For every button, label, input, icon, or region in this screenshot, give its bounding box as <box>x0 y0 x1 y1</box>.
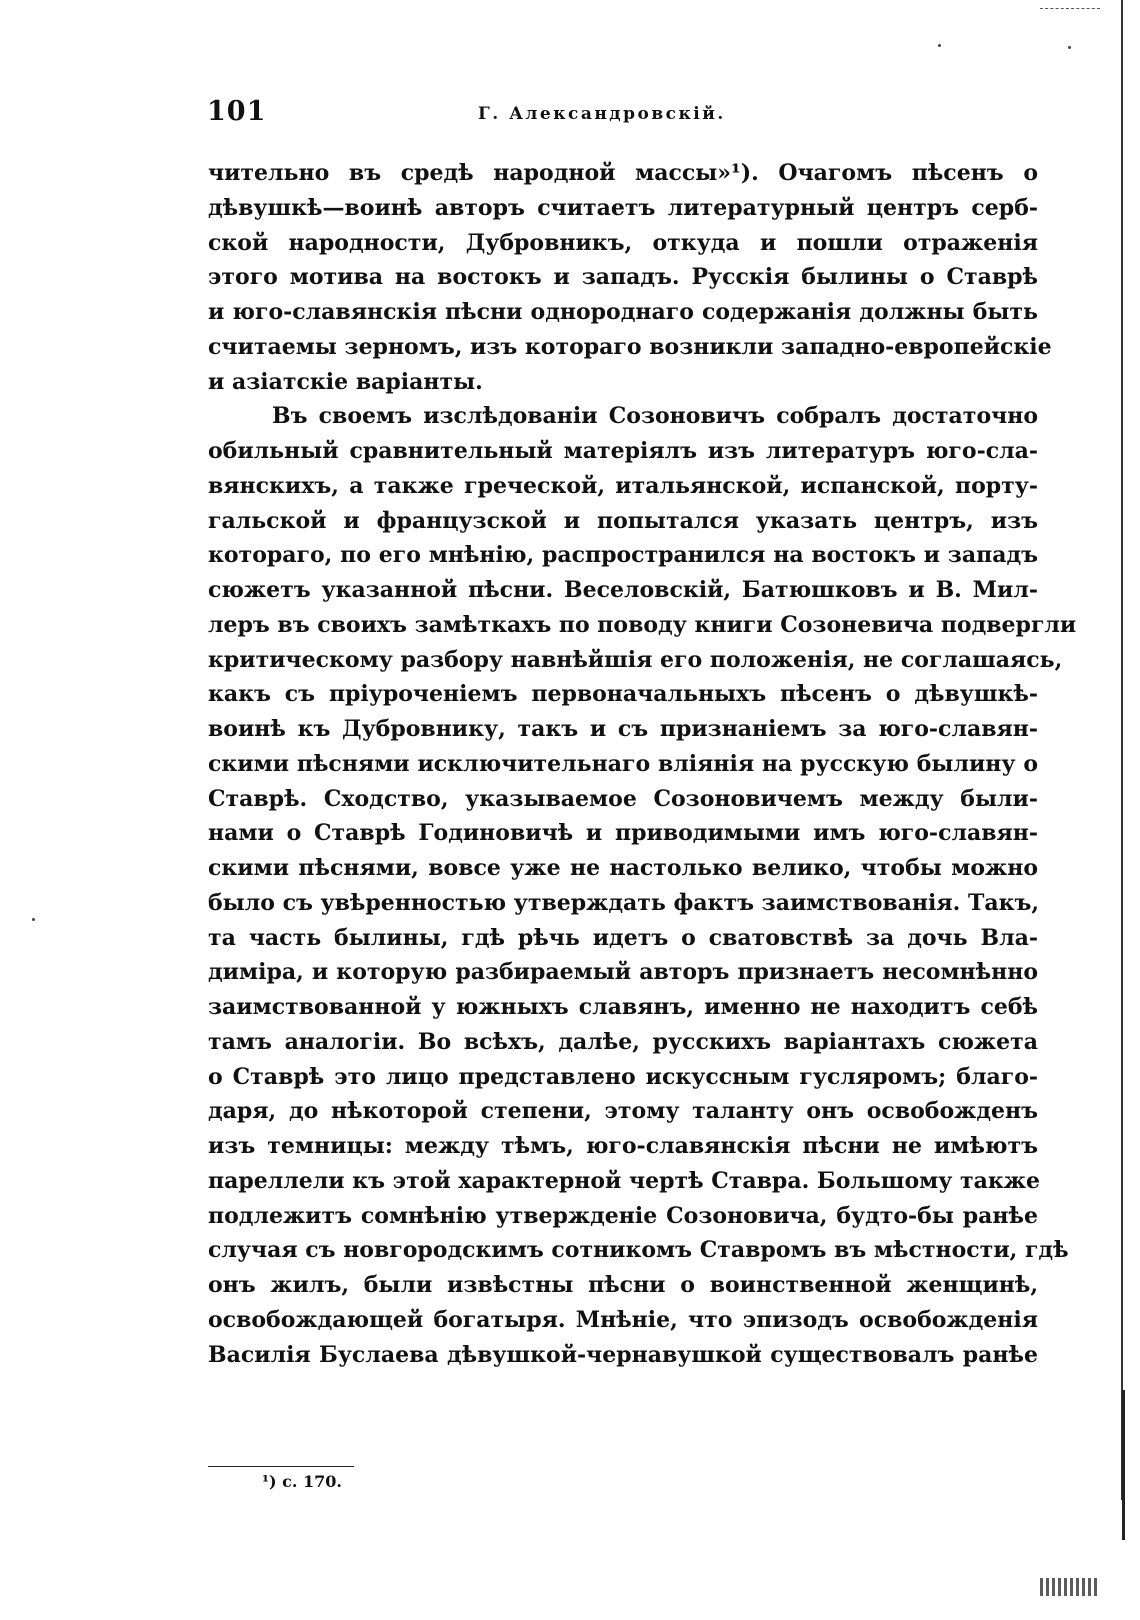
text-line: освобождающей богатыря. Мнѣніе, что эпизодъ освобожденія <box>208 1306 1038 1333</box>
text-line: Василія Буслаева дѣвушкой-чернавушкой существовалъ ранѣе <box>208 1341 1038 1368</box>
text-line: критическому разбору навнѣйшія его положенія, не соглашаясь, <box>208 646 1063 673</box>
scan-edge-line <box>1122 1390 1125 1540</box>
scan-speck <box>1068 46 1071 49</box>
text-line: чительно въ средѣ народной массы»¹). Очагомъ пѣсенъ о <box>208 160 1038 186</box>
text-line: скими пѣснями исключительнаго вліянія на русскую былину о <box>208 750 1038 777</box>
text-line: вянскихъ, а также греческой, итальянской, испанской, порту- <box>208 472 1038 499</box>
text-line: даря, до нѣкоторой степени, этому таланту онъ освобожденъ <box>208 1098 1038 1125</box>
text-line: о Ставрѣ это лицо представлено искуссным гусляромъ; благо- <box>208 1063 1038 1090</box>
text-line: нами о Ставрѣ Годиновичѣ и приводимыми имъ юго-славян- <box>208 820 1038 847</box>
text-line: сюжетъ указанной пѣсни. Веселовскій, Батюшковъ и В. Мил- <box>208 577 1038 603</box>
scan-top-mark <box>1040 8 1100 9</box>
paragraph-end-line: и азіатскіе варіанты. <box>208 368 483 395</box>
text-line: пареллели къ этой характерной чертѣ Ставра. Большому также <box>208 1167 1040 1194</box>
paragraph-start-line: Въ своемъ изслѣдованіи Созоновичъ собралъ достаточно <box>272 403 1038 430</box>
page-number: 101 <box>207 96 267 127</box>
scan-speck <box>938 44 941 47</box>
scan-speck <box>32 918 35 921</box>
text-line: было съ увѣренностью утверждать фактъ заимствованія. Такъ, <box>208 889 1039 916</box>
text-line: ской народности, Дубровникъ, откуда и пошли отраженія <box>208 229 1038 256</box>
text-line: Ставрѣ. Сходство, указываемое Созоновичемъ между были- <box>208 785 1038 812</box>
text-line: скими пѣснями, вовсе уже не настолько велико, чтобы можно <box>208 855 1038 881</box>
text-line: и юго-славянскія пѣсни однороднаго содержанія должны быть <box>208 299 1038 325</box>
running-head: Г. Александровскій. <box>478 104 726 124</box>
text-line: леръ въ своихъ замѣткахъ по поводу книги Созоневича подвергли <box>208 611 1077 638</box>
text-line: котораго, по его мнѣнію, распространился на востокъ и западъ <box>208 542 1038 569</box>
text-line: дѣвушкѣ—воинѣ авторъ считаетъ литературный центръ серб- <box>208 194 1038 221</box>
text-line: тамъ аналогіи. Во всѣхъ, далѣе, русскихъ варіантахъ сюжета <box>208 1028 1038 1055</box>
text-line: воинѣ къ Дубровнику, такъ и съ признаніемъ за юго-славян- <box>208 716 1038 742</box>
scan-edge-line <box>1121 0 1123 1500</box>
text-line: гальской и французской и попытался указать центръ, изъ <box>208 507 1038 534</box>
text-line: заимствованной у южныхъ славянъ, именно не находитъ себѣ <box>208 994 1038 1020</box>
text-line: подлежитъ сомнѣнію утвержденіе Созоновича, будто-бы ранѣе <box>208 1202 1038 1229</box>
text-line: онъ жилъ, были извѣстны пѣсни о воинственной женщинѣ, <box>208 1272 1038 1298</box>
text-line: какъ съ пріуроченіемъ первоначальныхъ пѣсенъ о дѣвушкѣ- <box>208 681 1038 708</box>
footnote-rule <box>208 1466 354 1467</box>
text-line: этого мотива на востокъ и западъ. Русскія былины о Ставрѣ <box>208 264 1038 291</box>
text-line: считаемы зерномъ, изъ котораго возникли западно-европейскіе <box>208 333 1052 360</box>
text-line: обильный сравнительный матеріялъ изъ литературъ юго-сла- <box>208 438 1038 464</box>
scan-smudge <box>1040 1578 1100 1596</box>
text-line: изъ темницы: между тѣмъ, юго-славянскія пѣсни не имѣютъ <box>208 1133 1038 1159</box>
text-line: диміра, и которую разбираемый авторъ признаетъ несомнѣнно <box>208 959 1038 986</box>
text-line: та часть былины, гдѣ рѣчь идетъ о сватовствѣ за дочь Вла- <box>208 924 1038 951</box>
text-line: случая съ новгородскимъ сотникомъ Ставромъ въ мѣстности, гдѣ <box>208 1237 1069 1264</box>
footnote: ¹) с. 170. <box>262 1472 342 1491</box>
body-text <box>208 156 1077 1372</box>
